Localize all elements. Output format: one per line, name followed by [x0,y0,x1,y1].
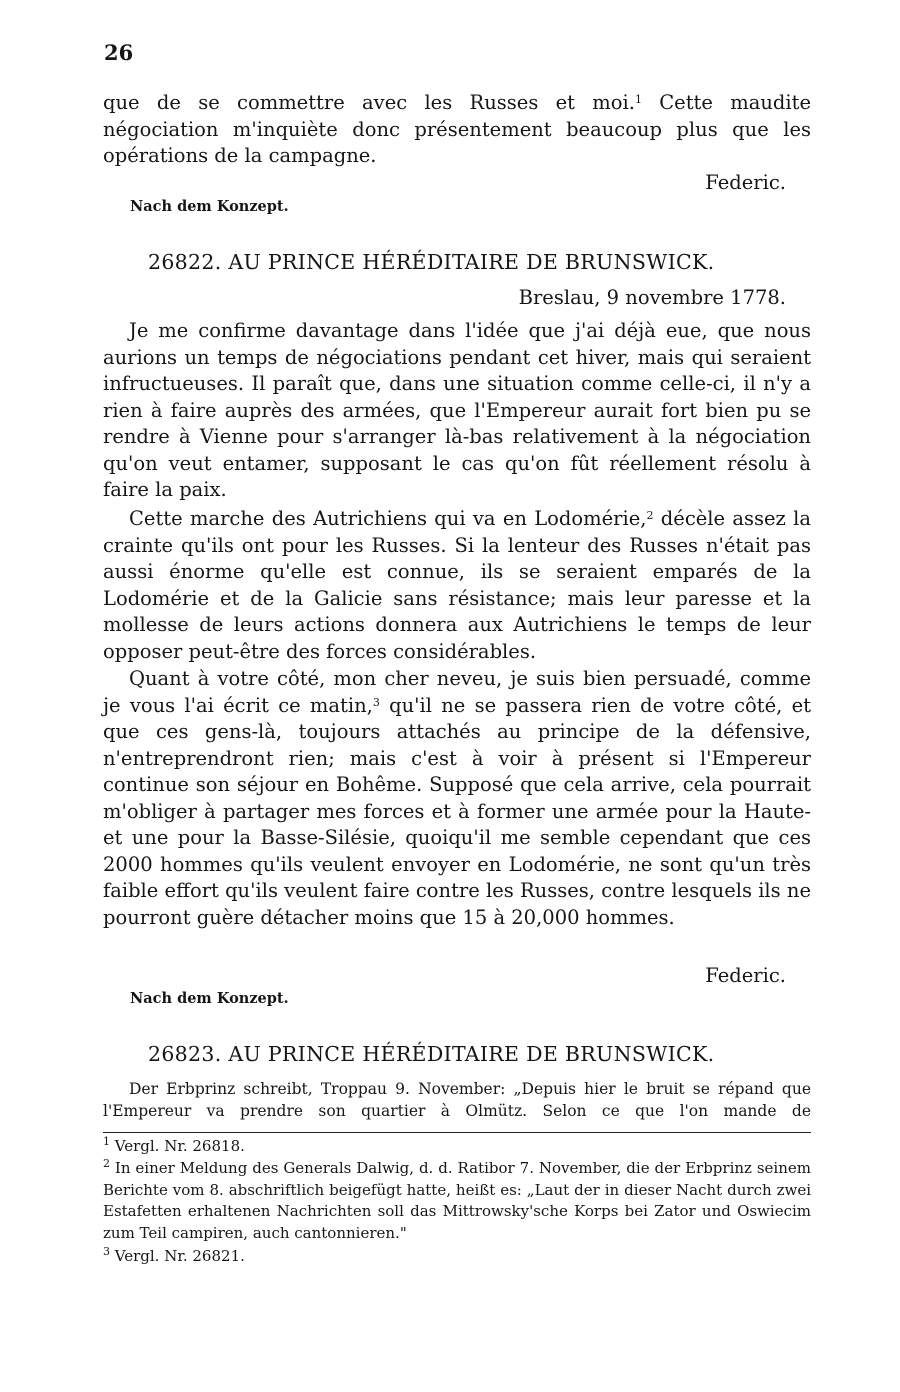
footnote-ref[interactable]: 2 [646,509,654,522]
body-paragraph: Je me confirme davantage dans l'idée que j'ai déjà eue, que nous aurions un temps de négociations pendant cet hiver, mais qui seraient infructueuses. Il paraît que, dans une situation comme celle-ci, il n'y a rien à faire auprès des armées, que l'Empereur aurait fort bien pu se rendre à Vienne pour s'arranger là-bas relativement à la négociation qu'on veut entamer, supposant le cas qu'on fût réellement résolu à faire la paix. [103,319,811,501]
footnote: $^2$ In einer Meldung des Generals Dalwig, d. d. Ratibor 7. November, die der Erbprinz seinem Berichte vom 8. abschriftlich beigefügt hatte, heißt es: „Laut der in dieser Nacht durch zwei Estafetten erhaltenen Nachrichten soll das Mittrowsky'sche Korps bei Zator und Oswiecim zum Teil campiren, auch cantonnieren." [103,1157,811,1242]
footnote-divider [103,1132,811,1133]
dateline: Breslau, 9 novembre 1778. [518,286,786,309]
body-paragraph: Cette marche des Autrichiens qui va en Lodomérie,$^2$ décèle assez la crainte qu'ils ont pour les Russes. Si la lenteur des Russes n'était pas aussi énorme qu'elle est connue, ils se seraient emparés de la Lodomérie et de la Galicie sans résistance; mais leur paresse et la mollesse de leurs actions donnera aux Autrichiens le temps de leur opposer peut-être des forces considérables. [103,507,812,663]
footnote: $^3$ Vergl. Nr. 26821. [103,1245,245,1265]
source-note: Nach dem Konzept. [130,990,289,1007]
signature: Federic. [705,964,786,987]
footnote-ref[interactable]: 3 [372,695,380,709]
letter-heading: 26823. AU PRINCE HÉRÉDITAIRE DE BRUNSWICK. [148,1042,715,1066]
footnote-ref[interactable]: 1 [634,93,642,106]
source-note: Nach dem Konzept. [130,198,289,215]
body-paragraph: Quant à votre côté, mon cher neveu, je suis bien persuadé, comme je vous l'ai écrit ce matin,$^3$ qu'il ne se passera rien de votre côté, et que ces gens-là, toujours attachés au principe de la défensive, n'entreprendront rien; mais c'est à voir à présent si l'Empereur continue son séjour en Bohême. Supposé que cela arrive, cela pourrait m'obliger à partager mes forces et à former une armée pour la Haute- et une pour la Basse-Silésie, quoiqu'il me semble cependant que ces 2000 hommes qu'ils veulent envoyer en Lodomérie, ne sont qu'un très faible effort qu'ils veulent faire contre les Russes, contre lesquels ils ne pourront guère détacher moins que 15 à 20,000 hommes. [103,667,811,929]
letter-summary: Der Erbprinz schreibt, Troppau 9. November: „Depuis hier le bruit se répand que l'Empereur va prendre son quartier à Olmütz. Selon ce que l'on mande de [103,1080,811,1120]
prev-letter-closing-paragraph: que de se commettre avec les Russes et moi.$^1$ Cette maudite négociation m'inquiète donc présentement beaucoup plus que les opérations de la campagne. [103,91,812,167]
signature: Federic. [705,171,786,194]
footnote: $^1$ Vergl. Nr. 26818. [103,1135,245,1155]
letter-heading: 26822. AU PRINCE HÉRÉDITAIRE DE BRUNSWICK. [148,250,715,274]
page-number: 26 [104,40,134,65]
